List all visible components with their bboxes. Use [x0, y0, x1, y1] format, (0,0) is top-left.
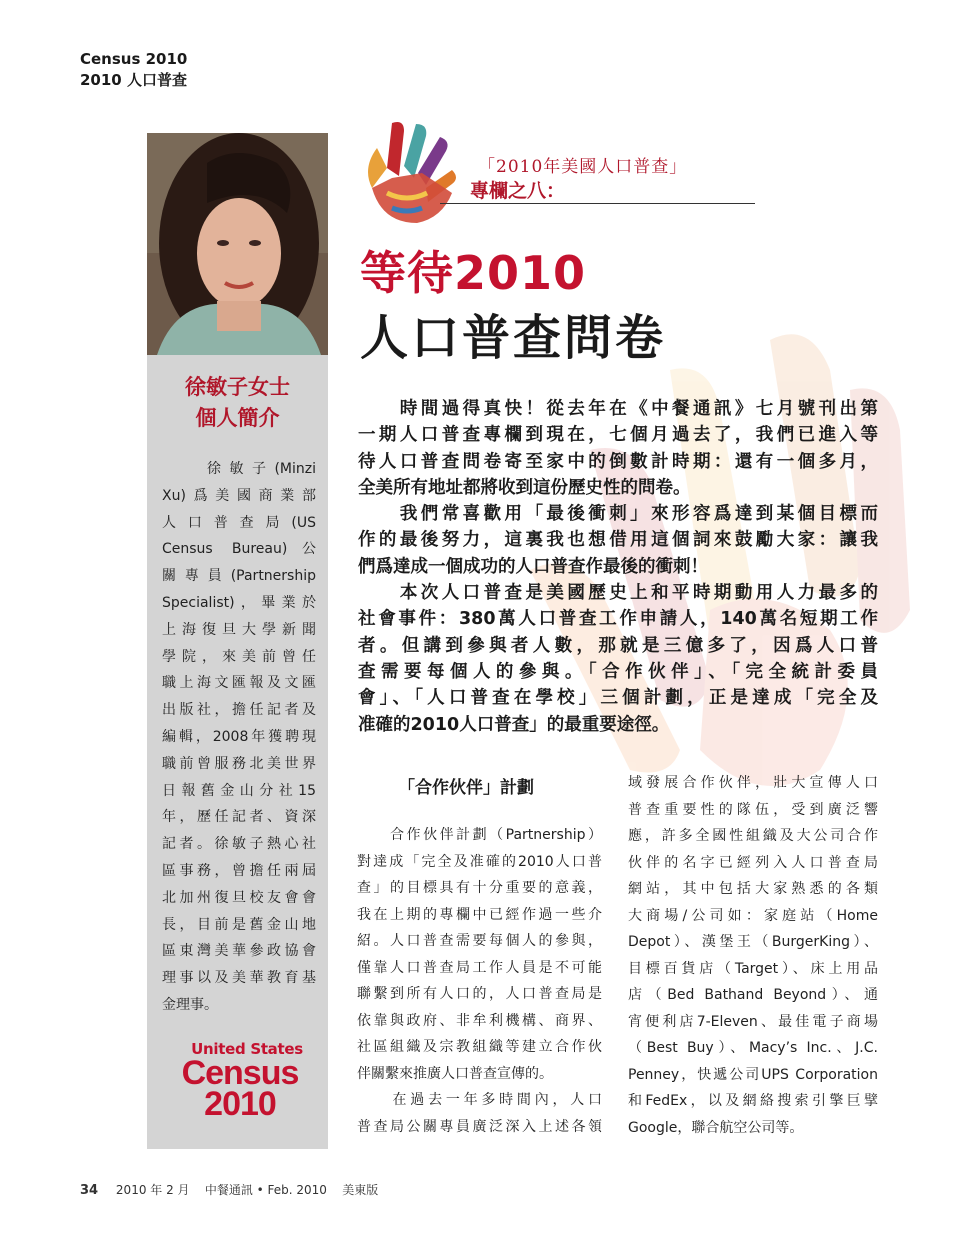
body-line: 目標百貨店（Target）、床上用品	[628, 960, 878, 977]
intro-line: 時間過得真快！從去年在《中餐通訊》七月號刊出第	[358, 399, 878, 419]
body-line: 網站，其中包括大家熟悉的各類	[628, 881, 878, 897]
body-line: 聯繫到所有人口的，人口普查局是	[357, 986, 602, 1002]
body-line: 依靠與政府、非牟利機構、商界、	[357, 1012, 602, 1029]
body-line: 應，許多全國性組織及大公司合作	[628, 828, 878, 844]
body-line: 合作伙伴計劃（Partnership）	[357, 827, 602, 843]
body-line: 查」的目標具有十分重要的意義，	[357, 880, 602, 896]
logo-year: 2010	[204, 1085, 276, 1123]
bio-line: 出版社，擔任記者及	[162, 702, 316, 719]
body-line: 普查局公關專員廣泛深入上述各領	[357, 1118, 602, 1135]
intro-paragraphs	[358, 396, 878, 738]
author-bio-title-line2: 個人簡介	[195, 406, 280, 430]
body-line: 紹。人口普查需要每個人的參與，	[357, 933, 602, 949]
bio-line: 日報舊金山分社15	[162, 782, 316, 799]
body-line: 對達成「完全及准確的2010人口普	[357, 853, 602, 870]
running-header-chinese: 2010 人口普查	[80, 71, 187, 89]
bio-line: 編輯，2008年獲聘現	[162, 728, 316, 745]
bio-line: 理事以及美華教育基	[162, 970, 316, 987]
body-line: Penney，快遞公司UPS Corporation	[628, 1066, 878, 1083]
page-footer	[80, 1181, 378, 1198]
logo-census: Census	[181, 1054, 299, 1092]
intro-line: 我們常喜歡用「最後衝刺」來形容爲達到某個目標而	[358, 504, 878, 525]
body-line: Google，聯合航空公司等。	[628, 1119, 804, 1136]
body-line: 社區組織及宗教組織等建立合作伙	[357, 1039, 602, 1055]
body-column-right	[628, 770, 878, 1141]
bio-line: 北加州復旦校友會會	[162, 889, 316, 906]
author-bio-title-line1: 徐敏子女士	[185, 375, 290, 399]
intro-line: 者。但講到參與者人數，那就是三億多了，因爲人口普	[358, 635, 878, 656]
bio-line: 職上海文匯報及文匯	[162, 675, 316, 692]
article-title-line2: 人口普查問卷	[360, 310, 667, 366]
bio-line: 年，歷任記者、資深	[162, 809, 316, 826]
running-header-english: Census 2010	[80, 50, 188, 68]
footer-publication: 中餐通訊 • Feb. 2010	[204, 1183, 327, 1197]
article-title-line1: 等待2010	[360, 246, 587, 300]
bio-line: 記者。徐敏子熱心社	[162, 836, 316, 853]
body-line: 宵便利店7-Eleven、最佳電子商場	[628, 1013, 878, 1030]
bio-line: 上海復旦大學新聞	[162, 621, 316, 638]
body-line: 在過去一年多時間內，人口	[357, 1092, 602, 1108]
logo-united-states: United States	[191, 1040, 303, 1058]
bio-line: 區東灣美華參政協會	[162, 943, 316, 960]
footer-edition: 美東版	[342, 1183, 379, 1197]
intro-line: 准確的2010人口普查」的最重要途徑。	[358, 714, 670, 735]
author-photo	[147, 133, 328, 355]
body-line: （Best Buy）、Macy’s Inc.、J.C.	[628, 1040, 878, 1056]
author-bio-text	[162, 456, 316, 1019]
body-line: Depot）、漢堡王（BurgerKing）、	[628, 934, 878, 950]
intro-line: 一期人口普查專欄到現在，七個月過去了，我們已進入等	[358, 425, 878, 446]
bio-line: 長，目前是舊金山地	[162, 916, 316, 933]
census-2010-logo	[160, 1040, 320, 1123]
intro-line: 待人口普查問卷寄至家中的倒數計時期：還有一個多月，	[358, 451, 878, 472]
body-line: 伙伴的名字已經列入人口普查局	[628, 854, 878, 871]
intro-line: 作的最後努力，這裏我也想借用這個詞來鼓勵大家：讓我	[358, 530, 878, 551]
bio-line: 人口普查局(US	[162, 514, 316, 531]
body-line: 大商場/公司如：家庭站（Home	[628, 907, 878, 924]
body-column-left	[357, 822, 602, 1140]
column-series-label: 「2010年美國人口普查」	[478, 157, 688, 177]
bio-line: 區事務，曾擔任兩屆	[162, 862, 316, 879]
bio-line: 職前曾服務北美世界	[162, 755, 316, 772]
bio-line: 關專員(Partnership	[162, 568, 316, 585]
author-bio-title	[147, 372, 328, 434]
body-line: 我在上期的專欄中已經作過一些介	[357, 906, 602, 923]
colorful-hand-icon	[352, 118, 462, 228]
bio-line: 徐敏子(Minzi	[162, 461, 316, 477]
column-divider	[440, 203, 755, 204]
body-line: 伴關繫來推廣人口普查宣傳的。	[357, 1065, 553, 1082]
intro-line: 會」、「人口普查在學校」三個計劃，正是達成「完全及	[358, 688, 878, 709]
body-line: 域發展合作伙伴，壯大宣傳人口	[628, 775, 878, 791]
bio-line: 學院，來美前曾任	[162, 648, 316, 665]
bio-line: Specialist)，畢業於	[162, 594, 316, 611]
footer-date: 2010 年 2 月	[115, 1183, 190, 1197]
column-number: 專欄之八：	[470, 180, 566, 202]
page-number: 34	[80, 1183, 99, 1198]
body-line: 店（Bed Bathand Beyond）、通	[628, 987, 878, 1003]
bio-line: Census Bureau)公	[162, 541, 316, 558]
bio-line: Xu)爲美國商業部	[162, 487, 316, 504]
bio-line: 金理事。	[162, 996, 218, 1013]
body-line: 僅靠人口普查局工作人員是不可能	[357, 959, 602, 976]
section-heading-partnership: 「合作伙伴」計劃	[398, 778, 534, 798]
intro-line: 們爲達成一個成功的人口普查作最後的衝刺！	[358, 556, 708, 577]
intro-line: 查需要每個人的參與。「合作伙伴」、「完全統計委員	[358, 661, 878, 682]
intro-line: 本次人口普查是美國歷史上和平時期動用人力最多的	[358, 583, 878, 604]
intro-line: 全美所有地址都將收到這份歷史性的問卷。	[358, 477, 691, 498]
body-line: 普查重要性的隊伍，受到廣泛響	[628, 801, 878, 818]
body-line: 和FedEx，以及網絡搜索引擎巨擘	[628, 1093, 878, 1109]
intro-line: 社會事件：380萬人口普查工作申請人，140萬名短期工作	[358, 609, 878, 630]
